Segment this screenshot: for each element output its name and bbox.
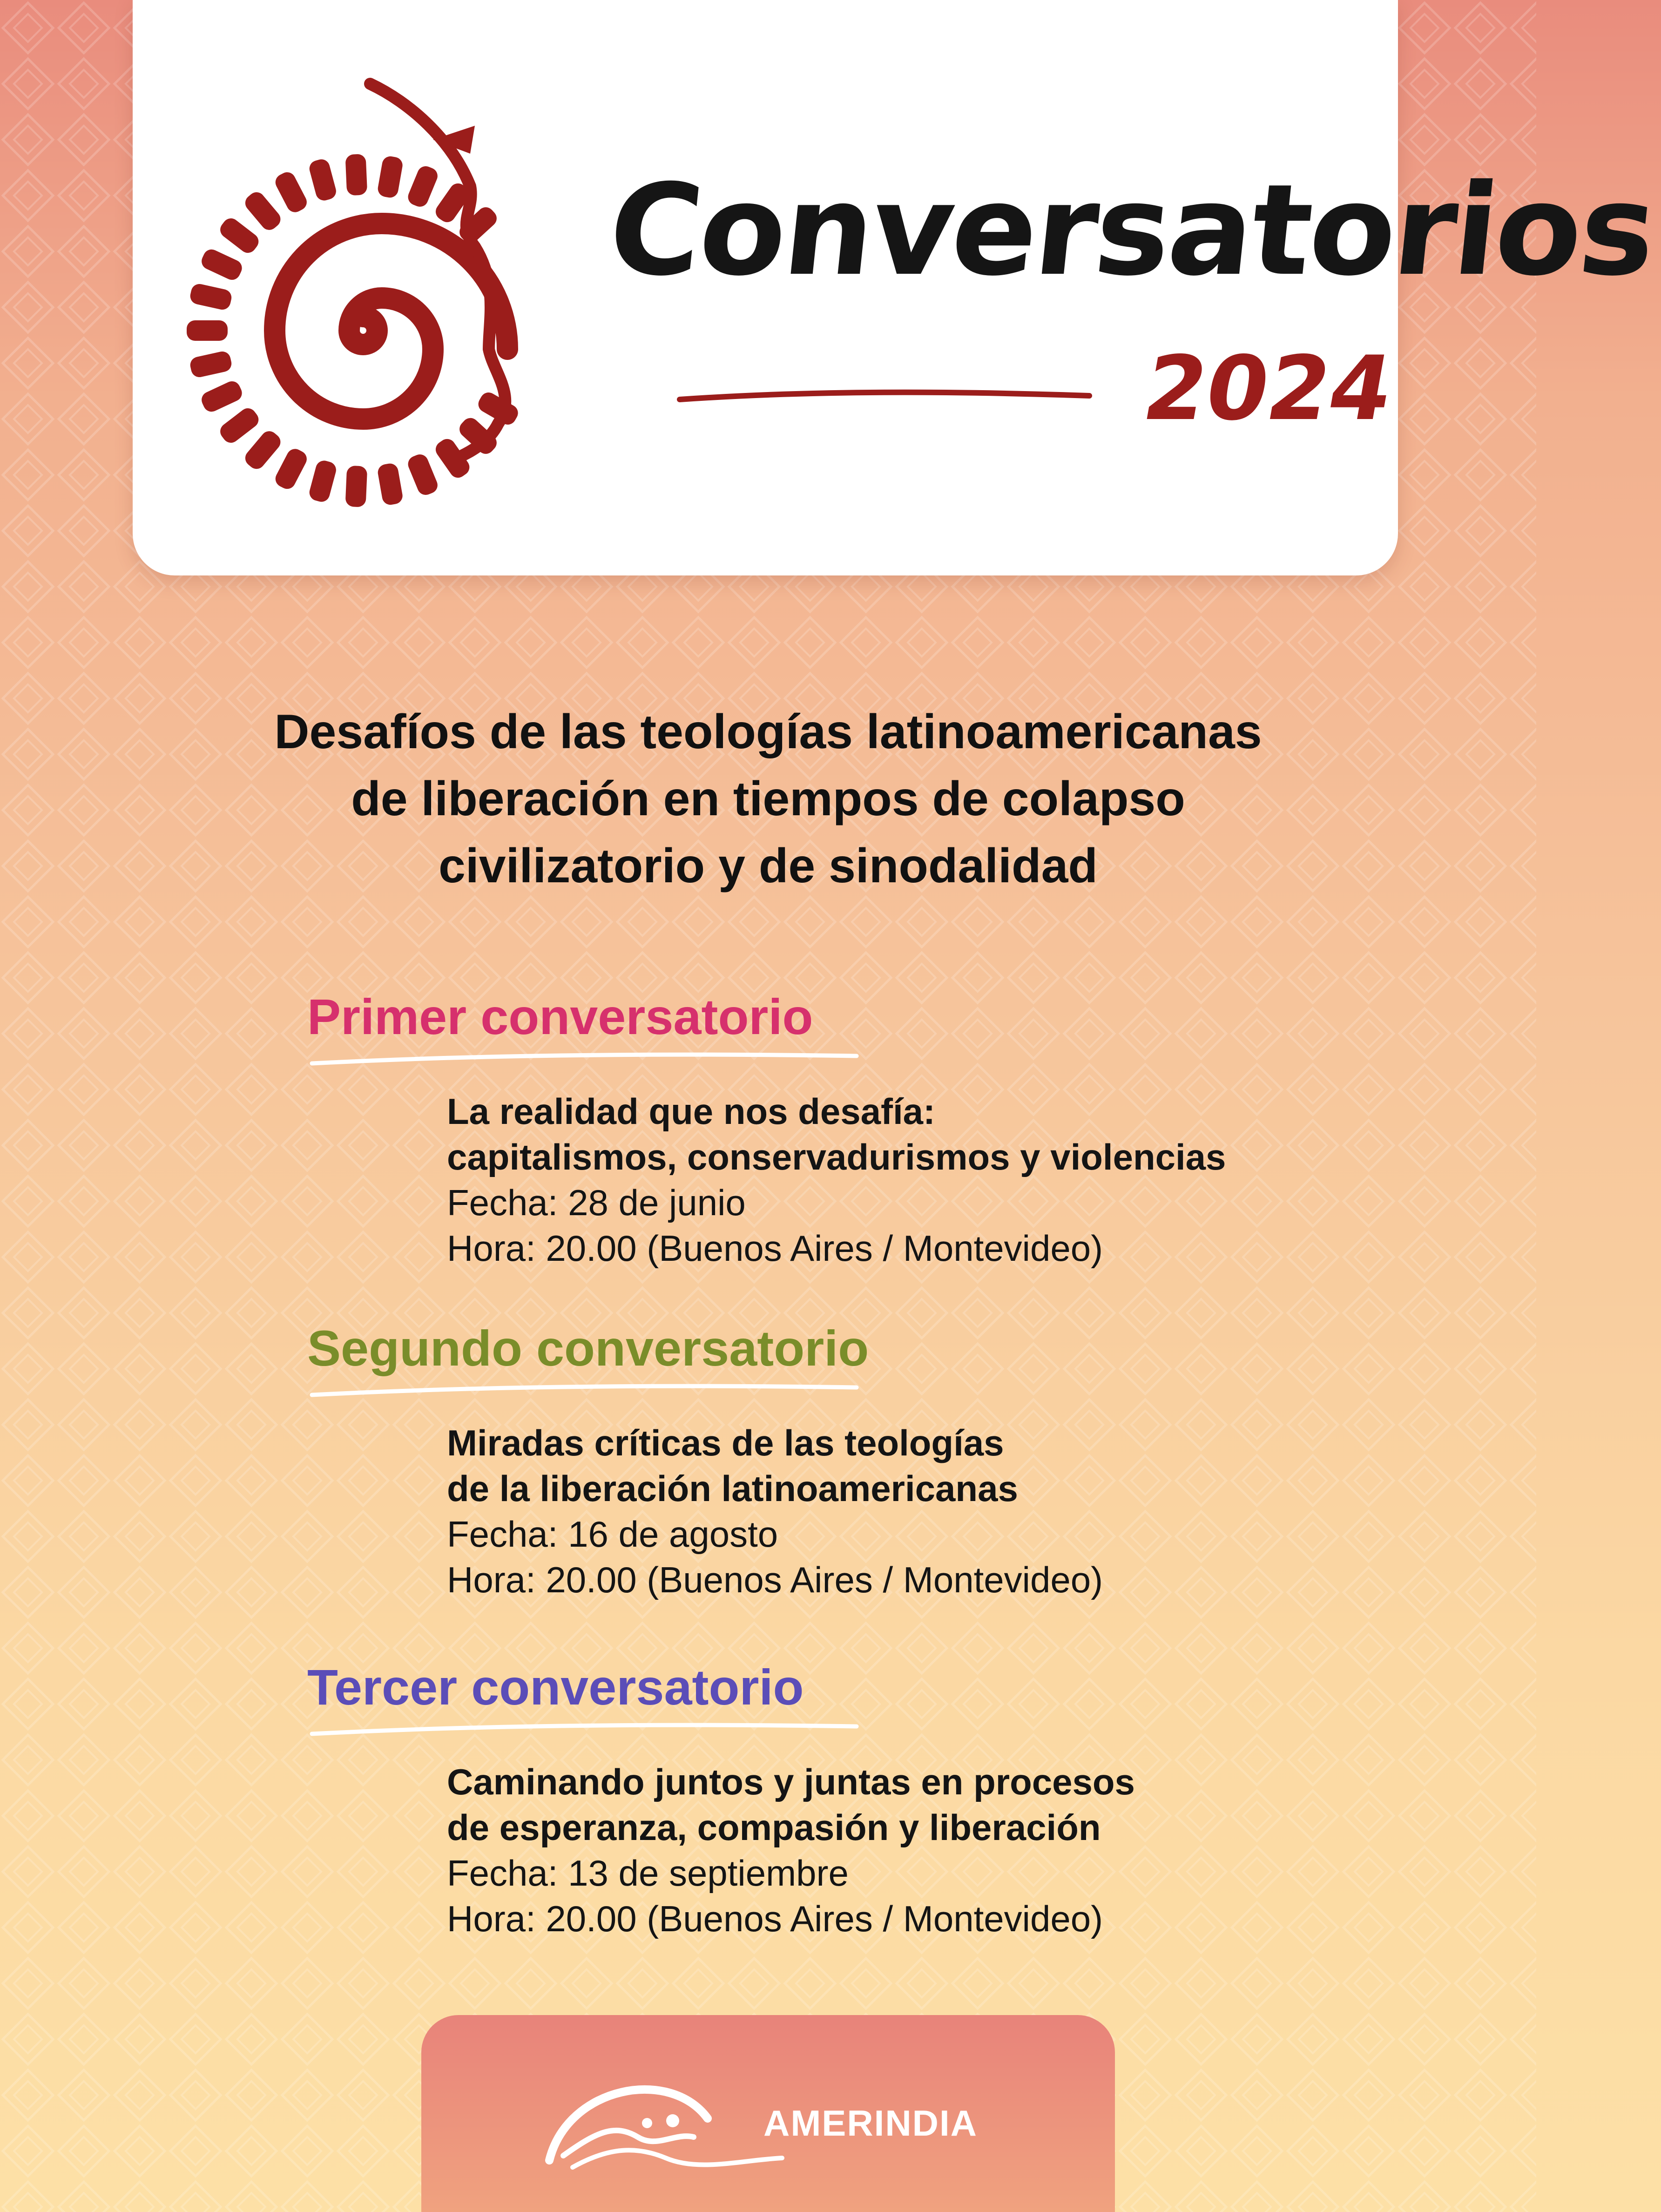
session-2 bbox=[307, 1320, 1425, 1603]
session-date: Fecha: 28 de junio bbox=[447, 1182, 746, 1223]
sun-ray bbox=[308, 157, 338, 202]
sun-ray bbox=[272, 169, 310, 215]
amerindia-arch-icon bbox=[531, 2067, 791, 2179]
sun-ray bbox=[242, 428, 284, 473]
sun-ray bbox=[242, 189, 284, 234]
sun-ray bbox=[308, 459, 338, 503]
session-time: Hora: 20.00 (Buenos Aires / Montevideo) bbox=[447, 1559, 1103, 1600]
spiral-sun-icon bbox=[191, 70, 601, 549]
sun-ray bbox=[272, 446, 310, 492]
heading-line: civilizatorio y de sinodalidad bbox=[439, 839, 1098, 893]
session-topic: Caminando juntos y juntas en procesos bbox=[447, 1761, 1135, 1802]
heading-line: Desafíos de las teologías latinoamericanas bbox=[274, 705, 1262, 759]
sun-ray bbox=[199, 247, 244, 283]
session-underline bbox=[307, 1375, 866, 1403]
main-heading bbox=[93, 698, 1443, 900]
session-time: Hora: 20.00 (Buenos Aires / Montevideo) bbox=[447, 1898, 1103, 1939]
sun-ray bbox=[189, 282, 233, 311]
session-topic: de esperanza, compasión y liberación bbox=[447, 1807, 1101, 1848]
session-3 bbox=[307, 1659, 1425, 1941]
session-time: Hora: 20.00 (Buenos Aires / Montevideo) bbox=[447, 1228, 1103, 1269]
session-1 bbox=[307, 988, 1425, 1271]
brand-title: Conversatorios bbox=[602, 157, 1661, 304]
org-name: AMERINDIA bbox=[763, 2103, 978, 2144]
session-label: Segundo conversatorio bbox=[307, 1320, 869, 1376]
session-topic: de la liberación latinoamericanas bbox=[447, 1468, 1018, 1509]
session-label: Tercer conversatorio bbox=[307, 1659, 804, 1715]
sun-ray bbox=[405, 452, 440, 497]
sun-ray bbox=[217, 405, 262, 446]
session-details bbox=[447, 1420, 1425, 1603]
session-topic: Miradas críticas de las teologías bbox=[447, 1422, 1004, 1463]
heading-line: de liberación en tiempos de colapso bbox=[351, 772, 1185, 826]
sun-ray bbox=[405, 163, 440, 209]
session-topic: La realidad que nos desafía: bbox=[447, 1091, 935, 1132]
sun-ray bbox=[187, 320, 228, 341]
session-details bbox=[447, 1089, 1425, 1271]
session-label: Primer conversatorio bbox=[307, 988, 813, 1045]
session-date: Fecha: 13 de septiembre bbox=[447, 1853, 849, 1894]
sun-ray bbox=[377, 462, 404, 506]
sun-ray bbox=[377, 155, 404, 199]
session-underline bbox=[307, 1714, 866, 1742]
brand-year: 2024 bbox=[1136, 337, 1401, 440]
session-underline bbox=[307, 1044, 866, 1072]
sun-ray bbox=[189, 350, 233, 379]
session-details bbox=[447, 1759, 1425, 1941]
session-topic: capitalismos, conservadurismos y violencias bbox=[447, 1136, 1226, 1177]
sun-ray bbox=[217, 215, 262, 256]
session-date: Fecha: 16 de agosto bbox=[447, 1514, 778, 1555]
sun-ray bbox=[345, 154, 367, 196]
title-underline bbox=[675, 382, 1094, 410]
sun-ray bbox=[345, 466, 367, 507]
sun-ray bbox=[199, 379, 244, 414]
